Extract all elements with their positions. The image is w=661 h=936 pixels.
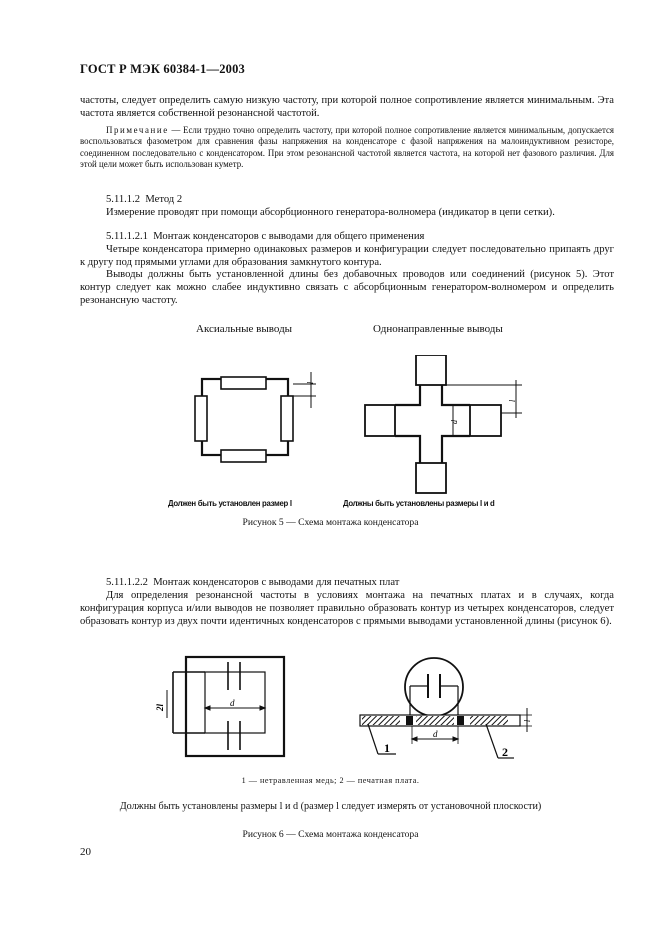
- leader-1: [368, 724, 378, 754]
- fig5-right-title: Однонаправленные выводы: [373, 323, 503, 335]
- loop-wire: [202, 379, 288, 455]
- paragraph-pcb-mounting: Для определения резонансной частоты в условиях монтажа на печатных платах и в случаях, когда конфигурация корпуса и/или выводов не позволяет правильно образовать контур из четырех конденсаторов, следует образовать контур из двух почти идентичных конденсаторов с прямыми выводами установленной длины (рисунок 6).: [80, 590, 614, 627]
- fig5-dim-l-right: l: [508, 399, 517, 402]
- fig6-label-1: 1: [384, 741, 390, 755]
- fig6-legend: 1 — нетравленная медь; 2 — печатная плата.: [241, 776, 420, 785]
- section-title: Монтаж конденсаторов с выводами для общего применения: [153, 231, 425, 242]
- section-number: 5.11.1.2.2: [106, 577, 148, 588]
- dim-ext-lines: [173, 672, 205, 733]
- document-header: ГОСТ Р МЭК 60384-1—2003: [80, 62, 245, 76]
- capacitor-east: [470, 405, 501, 436]
- section-heading-method-2: [106, 193, 182, 206]
- fig6-label-2: 2: [502, 745, 508, 759]
- fig5-dim-d: d: [450, 420, 459, 424]
- fig6-drawing: [150, 650, 540, 770]
- fig6-left-loop: [167, 657, 284, 756]
- section-title: Метод 2: [145, 194, 183, 205]
- fig6-dim-2l: 2l: [155, 703, 165, 711]
- fig6-requirement: Должны быть установлены размеры l и d (размер l следует измерять от установочной плоскости): [119, 801, 542, 812]
- fig6-caption: Рисунок 6 — Схема монтажа конденсатора: [242, 829, 419, 840]
- capacitor-body: [405, 658, 463, 716]
- capacitor-north: [416, 355, 446, 385]
- page-number: 20: [80, 846, 91, 858]
- capacitor-left: [195, 396, 207, 441]
- section-title: Монтаж конденсаторов с выводами для печатных плат: [153, 577, 400, 588]
- capacitor-top: [221, 377, 266, 389]
- fig5-dim-l-left: l: [306, 381, 315, 384]
- fig5-caption: Рисунок 5 — Схема монтажа конденсатора: [242, 517, 419, 528]
- fig6-dim-d-right: d: [433, 729, 438, 739]
- paragraph-method-2: Измерение проводят при помощи абсорбционного генератора-волномера (индикатор в цепи сетки).: [106, 207, 555, 218]
- note-label: Примечание: [106, 125, 169, 135]
- fig5-right-subtitle: Должны быть установлены размеры l и d: [343, 499, 495, 508]
- paragraph-general-mounting-1: Четыре конденсатора примерно одинаковых размеров и конфигурации следует последовательно припаять друг к другу под прямыми углами для образования замкнутого контура.: [80, 244, 614, 268]
- fig5-left-title: Аксиальные выводы: [196, 323, 293, 335]
- capacitor-west: [365, 405, 395, 436]
- inner-rect: [205, 672, 265, 733]
- note-text: — Если трудно точно определить частоту, при которой полное сопротивление является минимальным, допускается воспользоваться фазометром для сравнения фазы напряжения на конденсаторе с фазой напряжения на малоиндуктивном резисторе, соединенном последовательно с конденсатором. При этом резонансной частотой является частота, на которой нет фазового различия. Для этой цели может быть использован куметр.: [80, 125, 614, 170]
- fig5-axial-loop: [195, 372, 316, 462]
- section-number: 5.11.1.2: [106, 194, 141, 205]
- capacitor-bottom: [221, 450, 266, 462]
- capacitor-right: [281, 396, 293, 441]
- fig5-unidirectional-cross: [365, 355, 522, 493]
- fig5-drawing: [150, 355, 540, 495]
- leader-2: [486, 724, 498, 758]
- fig6-dim-l: l: [523, 719, 532, 722]
- fig6-dim-d-left: d: [230, 698, 235, 708]
- section-number: 5.11.1.2.1: [106, 231, 148, 242]
- paragraph-general-mounting-2: Выводы должны быть установленной длины без добавочных проводов или соединений (рисунок 5). Этот контур следует как можно слабее индуктивно связать с абсорбционным генератором-волномером и определить резонансную частоту.: [80, 269, 614, 306]
- fig5-left-subtitle: Должен быть установлен размер l: [168, 499, 292, 508]
- section-heading-pcb-mounting: [106, 576, 399, 589]
- note-block: [80, 125, 614, 171]
- section-heading-general-mounting: [106, 230, 424, 243]
- paragraph-resonance-definition: частоты, следует определить самую низкую частоту, при которой полное сопротивление является минимальным. Эта частота является собственной резонансной частотой.: [80, 95, 614, 119]
- capacitor-south: [416, 463, 446, 493]
